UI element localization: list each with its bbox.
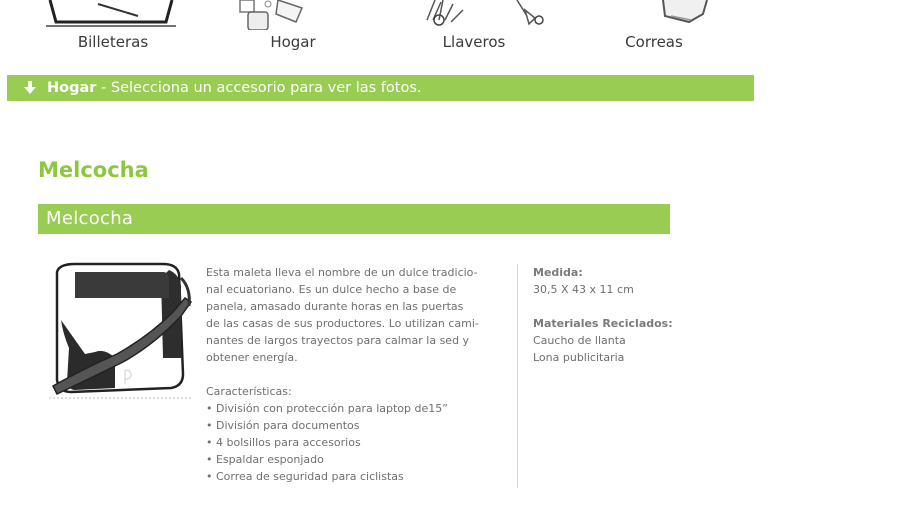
current-category: Hogar <box>47 80 97 96</box>
measure-label: Medida: <box>533 266 583 279</box>
materials-label: Materiales Reciclados: <box>533 317 673 330</box>
category-llaveros[interactable] <box>399 0 549 60</box>
feature-item: • Correa de seguridad para ciclistas <box>206 470 404 483</box>
category-label: Hogar <box>270 33 316 51</box>
section-instruction: - Selecciona un accesorio para ver las fotos. <box>96 80 422 96</box>
description-line: de las casas de sus productores. Lo utilizan cami- <box>206 317 479 330</box>
description-line: Esta maleta lleva el nombre de un dulce tradicio- <box>206 266 478 279</box>
measure-value: 30,5 X 43 x 11 cm <box>533 283 634 296</box>
messenger-bag-image[interactable] <box>45 258 195 406</box>
product-title: Melcocha <box>38 158 149 182</box>
category-label: Billeteras <box>77 33 149 51</box>
divider <box>517 264 518 488</box>
product-specs <box>533 264 703 366</box>
keychain-icon <box>399 0 549 30</box>
home-goods-icon <box>218 0 368 30</box>
description-line: nal ecuatoriano. Es un dulce hecho a base de <box>206 283 457 296</box>
feature-item: • Espaldar esponjado <box>206 453 324 466</box>
feature-item: • División para documentos <box>206 419 360 432</box>
product-band <box>38 204 670 234</box>
down-arrow-icon <box>23 81 37 95</box>
wallet-icon <box>38 0 188 30</box>
category-correas[interactable] <box>579 0 729 60</box>
material-item: Lona publicitaria <box>533 351 625 364</box>
product-band-title: Melcocha <box>46 208 134 229</box>
description-line: panela, amasado durante horas en las puertas <box>206 300 464 313</box>
section-bar-text <box>47 80 422 96</box>
feature-item: • División con protección para laptop de15” <box>206 402 448 415</box>
description-line: obtener energía. <box>206 351 298 364</box>
category-label: Llaveros <box>442 33 506 51</box>
strap-icon <box>579 0 729 30</box>
category-nav <box>0 0 760 60</box>
section-bar <box>7 75 754 101</box>
product-description <box>206 264 506 485</box>
features-heading: Características: <box>206 385 292 398</box>
category-billeteras[interactable] <box>38 0 188 60</box>
feature-item: • 4 bolsillos para accesorios <box>206 436 361 449</box>
category-hogar[interactable] <box>218 0 368 60</box>
description-line: nantes de largos trayectos para calmar la sed y <box>206 334 470 347</box>
material-item: Caucho de llanta <box>533 334 626 347</box>
category-label: Correas <box>625 33 683 51</box>
